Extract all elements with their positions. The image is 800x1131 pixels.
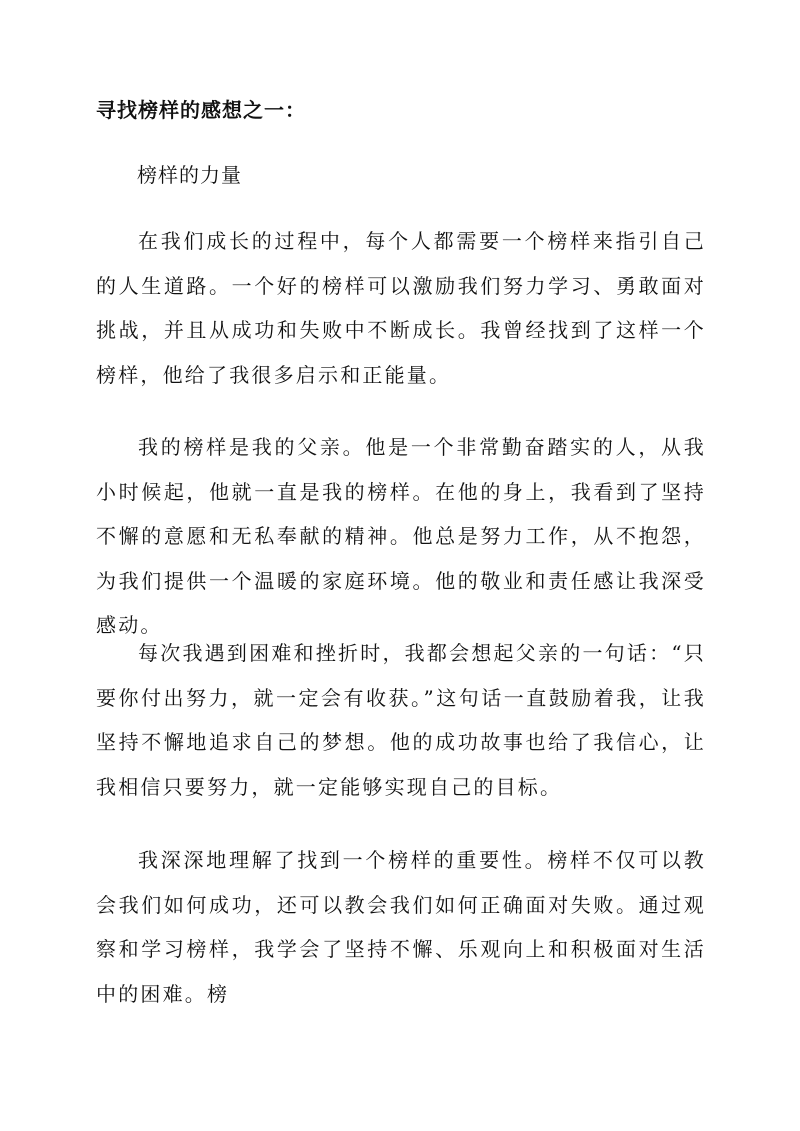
paragraph: 我的榜样是我的父亲。他是一个非常勤奋踏实的人，从我小时候起，他就一直是我的榜样。在他的身上，我看到了坚持不懈的意愿和无私奉献的精神。他总是努力工作，从不抱怨，为我们提供一个温暖的家庭环境。他的敬业和责任感让我深受感动。 [96,435,706,637]
paragraph: 每次我遇到困难和挫折时，我都会想起父亲的一句话：“只要你付出努力，就一定会有收获。”这句话一直鼓励着我，让我坚持不懈地追求自己的梦想。他的成功故事也给了我信心，让我相信只要努力，就一定能够实现自己的目标。 [96,641,706,799]
paragraph: 我深深地理解了找到一个榜样的重要性。榜样不仅可以教会我们如何成功，还可以教会我们如何正确面对失败。通过观察和学习榜样，我学会了坚持不懈、乐观向上和积极面对生活中的困难。榜 [96,848,706,1006]
document-subtitle: 榜样的力量 [137,163,242,187]
paragraph: 在我们成长的过程中，每个人都需要一个榜样来指引自己的人生道路。一个好的榜样可以激励我们努力学习、勇敢面对挑战，并且从成功和失败中不断成长。我曾经找到了这样一个榜样，他给了我很多启示和正能量。 [96,229,706,387]
document-title: 寻找榜样的感想之一： [96,98,306,122]
